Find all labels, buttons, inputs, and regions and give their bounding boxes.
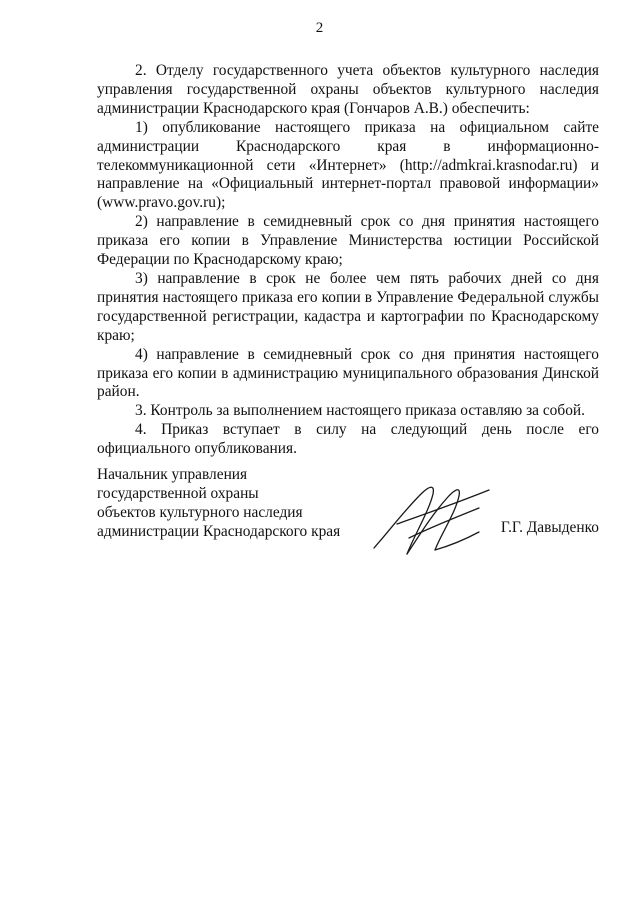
page-number: 2: [315, 20, 324, 36]
signatory-position: [97, 466, 397, 542]
paragraph-4: 4. Приказ вступает в силу на следующий день после его официального опубликования.: [97, 421, 599, 458]
signature-block: [97, 466, 599, 566]
position-line: Начальник управления: [97, 466, 248, 483]
position-line: администрации Краснодарского края: [97, 522, 341, 540]
paragraph-3: 3. Контроль за выполнением настоящего приказа оставляю за собой.: [135, 402, 585, 420]
paragraph-2-4: 4) направление в семидневный срок со дня принятия настоящего приказа его копии в администрацию муниципального образования Динской район.: [97, 345, 599, 401]
handwritten-signature: [369, 476, 499, 566]
document-body: [97, 62, 599, 459]
paragraph-2: 2. Отделу государственного учета объектов культурного наследия управления государственной охраны объектов культурного наследия администрации Краснодарского края (Гончаров А.В.) обеспечить:: [97, 62, 599, 117]
paragraph-2-2: 2) направление в семидневный срок со дня принятия настоящего приказа его копии в Управление Министерства юстиции Российской Федерации по Краснодарскому краю;: [97, 213, 599, 269]
paragraph-2-3: 3) направление в срок не более чем пять рабочих дней со дня принятия настоящего приказа его копии в Управление Федеральной службы государственной регистрации, кадастра и картографии по Краснодарскому краю;: [97, 269, 599, 344]
position-line: объектов культурного наследия: [97, 503, 303, 521]
paragraph-2-1: 1) опубликование настоящего приказа на официальном сайте администрации Краснодарского края в информационно-телекоммуникационной сети «Интернет» (http://admkrai.krasnodar.ru) и направление на «Официальный интернет-портал правовой информации» (www.pravo.gov.ru);: [97, 118, 599, 212]
signatory-name: Г.Г. Давыденко: [500, 519, 599, 536]
position-line: государственной охраны: [97, 484, 259, 502]
